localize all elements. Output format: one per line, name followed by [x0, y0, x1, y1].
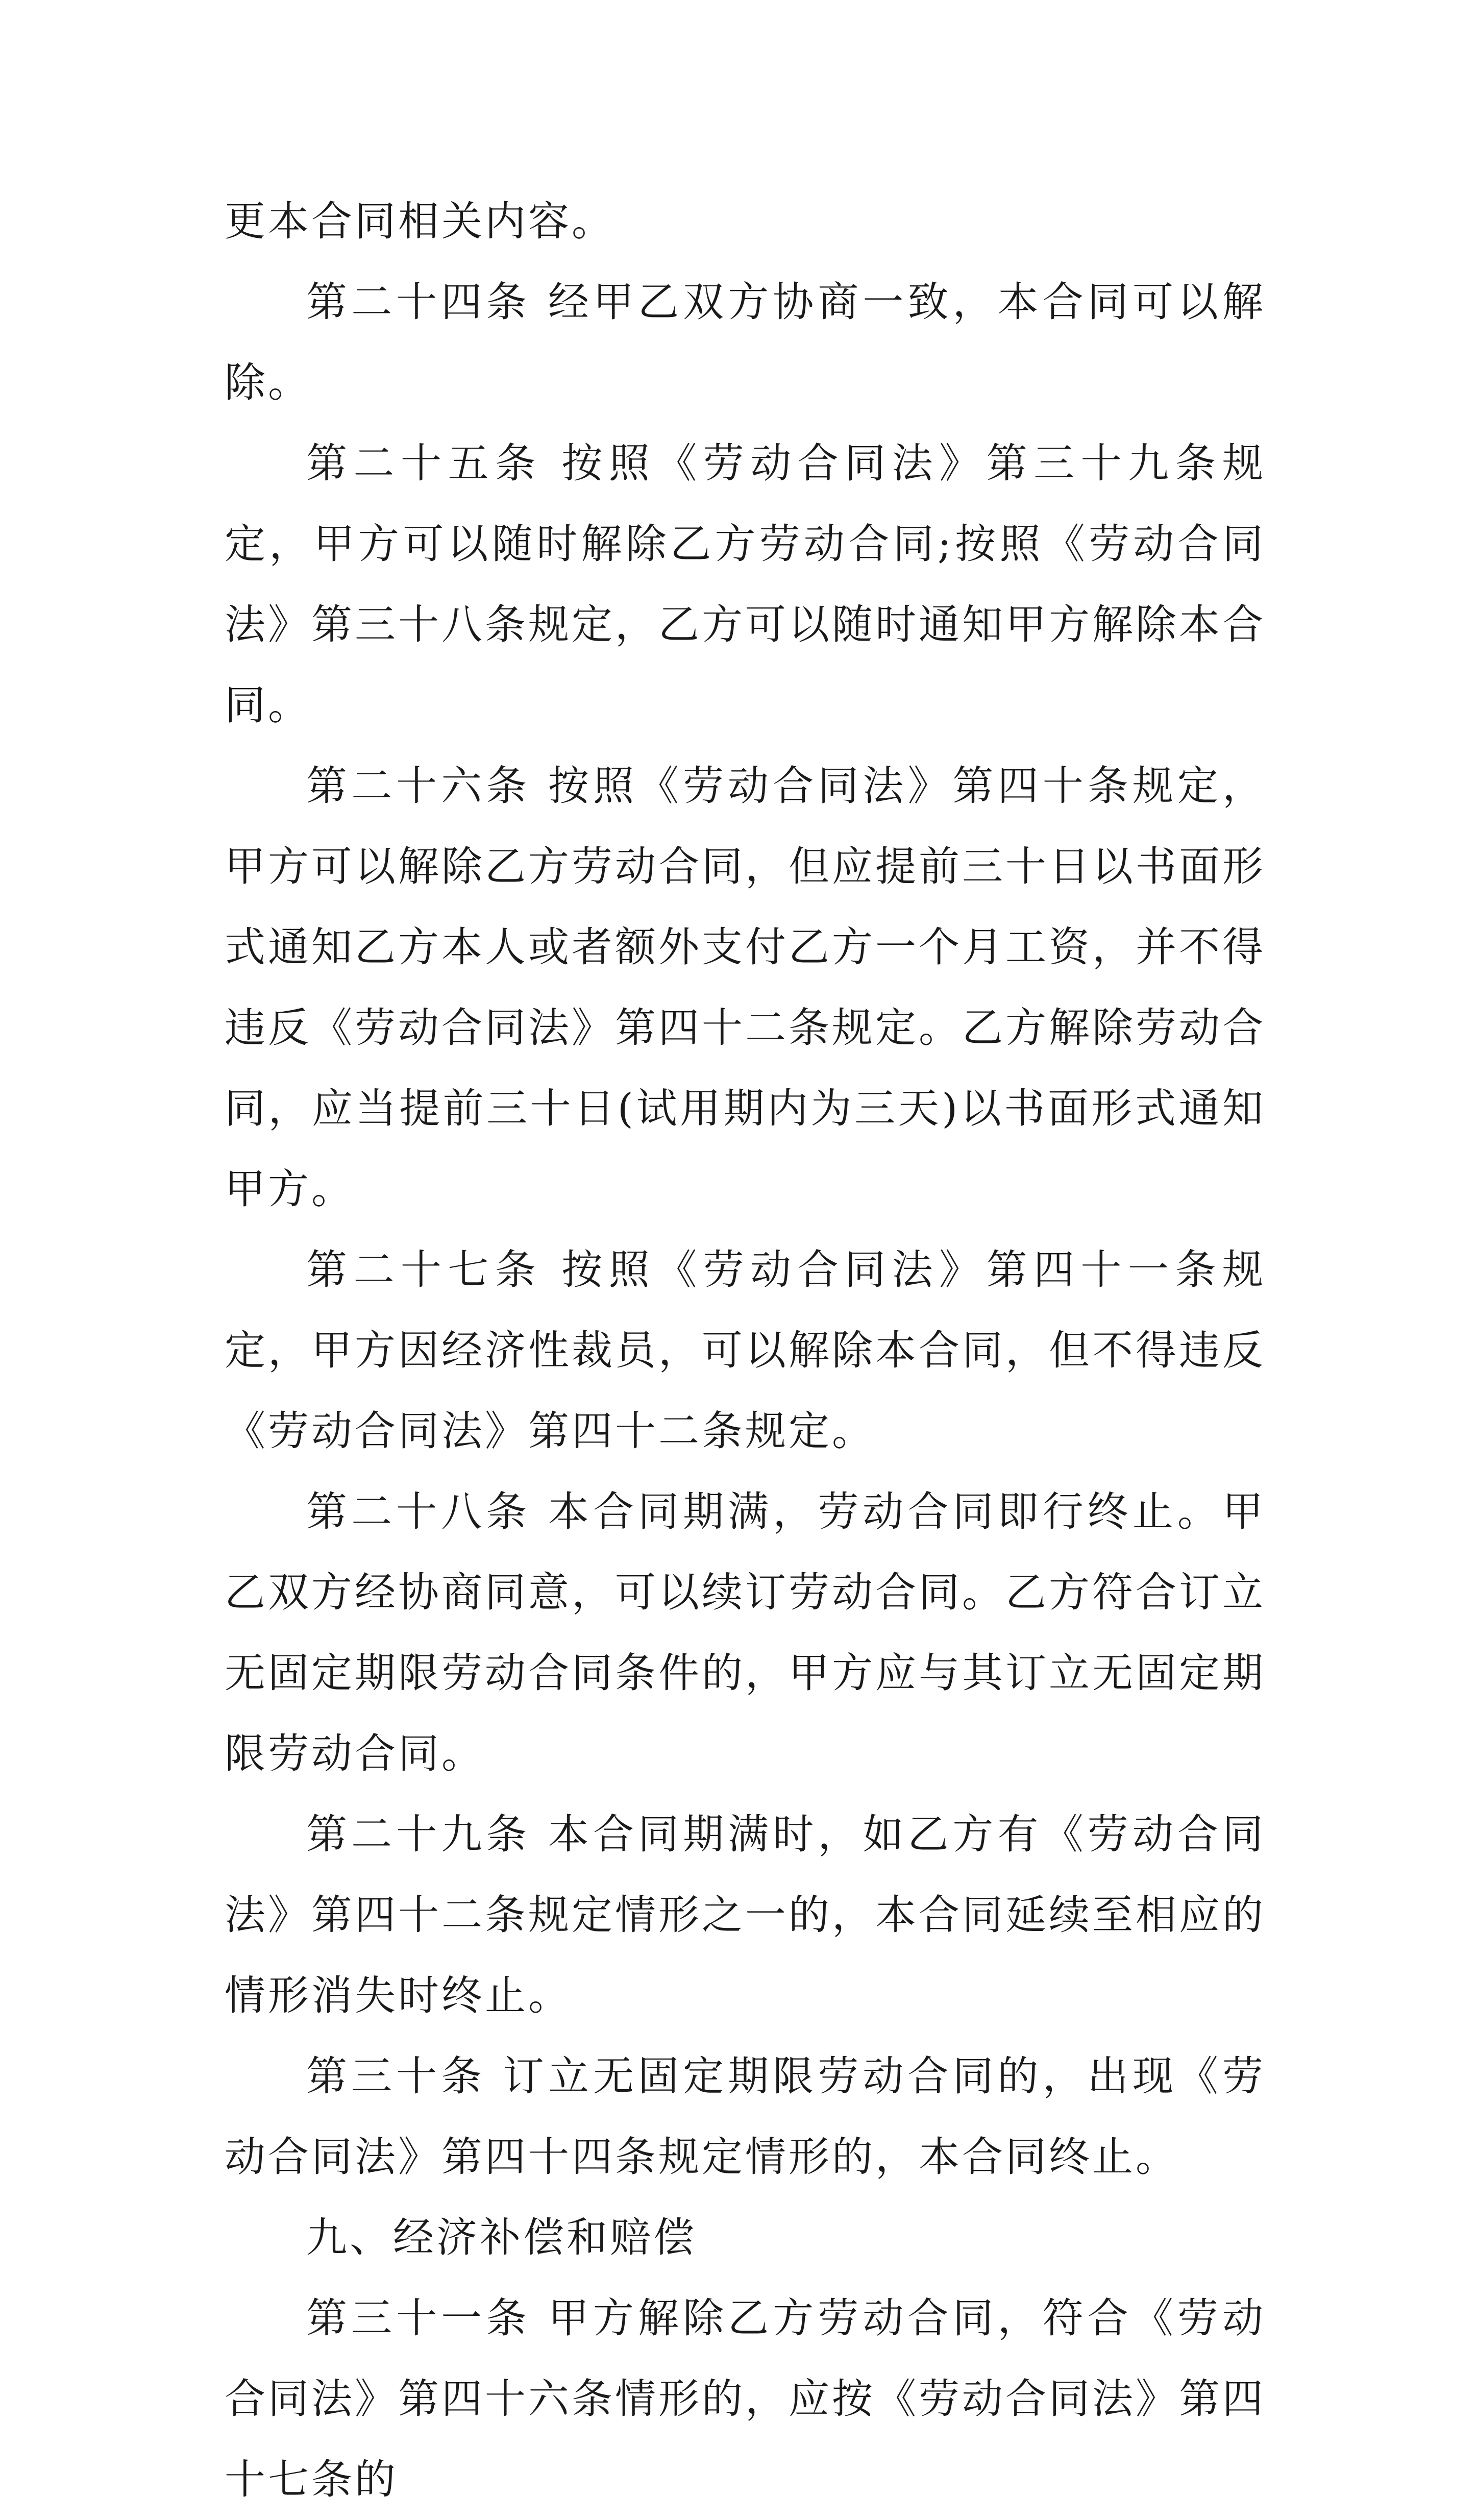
paragraph-article-26: 第二十六条 按照《劳动合同法》第四十条规定，甲方可以解除乙方劳动合同，但应提前三十日以书面形式通知乙方本人或者额外支付乙方一个月工资，并不得违反《劳动合同法》第四十二条规定。乙方解除劳动合同，应当提前三十日(试用期内为三天)以书面形式通知甲方。	[225, 762, 1266, 1213]
paragraph-article-31: 第三十一条 甲方解除乙方劳动合同，符合《劳动合同法》第四十六条情形的，应按《劳动合同法》第四十七条的	[225, 2294, 1266, 2503]
paragraph-article-29: 第二十九条 本合同期满时，如乙方有《劳动合同法》第四十二条规定情形之一的，本合同延续至相应的情形消失时终止。	[225, 1811, 1266, 2019]
paragraph-article-24: 第二十四条 经甲乙双方协商一致，本合同可以解除。	[225, 278, 1266, 406]
paragraph-article-30: 第三十条 订立无固定期限劳动合同的，出现《劳动合同法》第四十四条规定情形的，本合同终止。	[225, 2052, 1266, 2181]
paragraph-article-25: 第二十五条 按照《劳动合同法》第三十九条规定，甲方可以随时解除乙方劳动合同;按照《劳动合同法》第三十八条规定，乙方可以随时通知甲方解除本合同。	[225, 439, 1266, 729]
document-body	[225, 181, 1266, 2520]
paragraph-article-28: 第二十八条 本合同期满，劳动合同即行终止。甲乙双方经协商同意，可以续订劳动合同。乙方符合订立无固定期限劳动合同条件的，甲方应与其订立无固定期限劳动合同。	[225, 1488, 1266, 1777]
paragraph-article-27: 第二十七条 按照《劳动合同法》第四十一条规定，甲方因经济性裁员，可以解除本合同，但不得违反《劳动合同法》第四十二条规定。	[225, 1246, 1266, 1455]
section-heading-compensation: 九、经济补偿和赔偿	[306, 2214, 697, 2261]
paragraph-continuation: 更本合同相关内容。	[225, 198, 615, 245]
